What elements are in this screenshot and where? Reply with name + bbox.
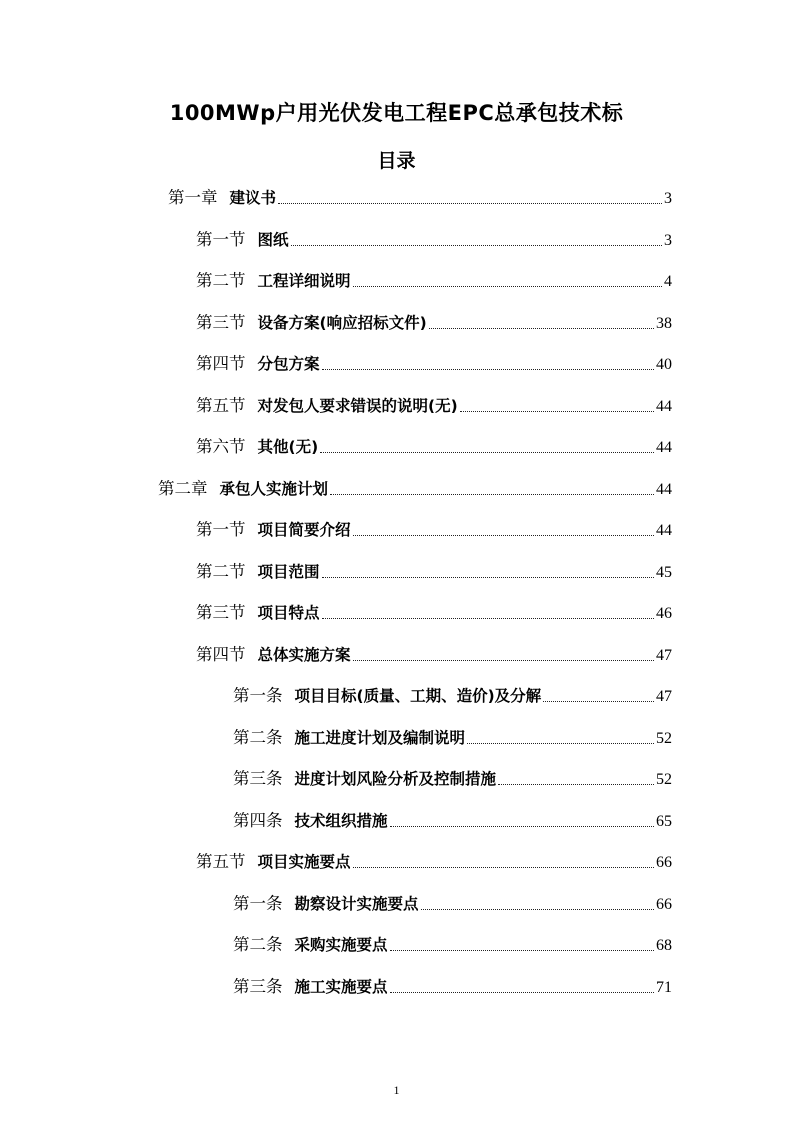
toc-entry[interactable] [196,352,672,376]
toc-entry-page: 40 [656,356,672,373]
toc-heading: 目录 [377,150,416,172]
toc-entry[interactable] [196,850,672,874]
leader-dots [322,576,654,578]
leader-dots [421,908,654,910]
leader-dots [353,534,654,536]
toc-entry-label: 第五节 [196,396,246,415]
toc-entry-title: 施工实施要点 [294,978,388,996]
toc-entry-title: 对发包人要求错误的说明(无) [257,397,458,415]
toc-entry-page: 47 [656,688,672,705]
toc-entry-page: 52 [656,730,672,747]
toc-entry-title: 总体实施方案 [257,646,351,664]
toc-entry-label: 第三节 [196,603,246,622]
toc-entry-label: 第二节 [196,271,246,290]
toc-entry[interactable] [196,643,672,667]
toc-entry-label: 第四节 [196,354,246,373]
toc-entry-title: 技术组织措施 [294,812,388,830]
toc-entry-page: 66 [656,896,672,913]
toc-entry-label: 第二章 [158,479,208,498]
toc-entry-label: 第二条 [233,728,283,747]
toc-entry-title: 项目特点 [257,604,320,622]
toc-entry[interactable] [233,809,672,833]
leader-dots [460,410,654,412]
toc-entry-title: 进度计划风险分析及控制措施 [294,770,497,788]
toc-entry-label: 第三条 [233,769,283,788]
leader-dots [353,659,654,661]
toc-entry-page: 44 [656,398,672,415]
toc-entry[interactable] [196,269,672,293]
toc-entry-title: 其他(无) [257,438,319,456]
toc-entry-page: 65 [656,813,672,830]
toc-entry[interactable] [196,228,672,252]
leader-dots [429,327,654,329]
toc-entry-title: 工程详细说明 [257,272,351,290]
leader-dots [498,783,654,785]
toc-entry-title: 项目范围 [257,563,320,581]
toc-entry-page: 44 [656,522,672,539]
toc-entry[interactable] [233,684,672,708]
leader-dots [291,244,662,246]
toc-entry-label: 第三条 [233,977,283,996]
toc-entry-title: 项目目标(质量、工期、造价)及分解 [294,687,542,705]
toc-entry[interactable] [168,186,672,210]
toc-entry-page: 44 [656,481,672,498]
leader-dots [543,700,654,702]
leader-dots [390,949,654,951]
toc-entry-title: 项目实施要点 [257,853,351,871]
toc-entry-page: 71 [656,979,672,996]
toc-entry[interactable] [196,560,672,584]
toc-entry-title: 采购实施要点 [294,936,388,954]
toc-entry-page: 44 [656,439,672,456]
leader-dots [322,617,654,619]
toc-entry[interactable] [158,477,672,501]
toc-entry-title: 承包人实施计划 [219,480,329,498]
leader-dots [390,991,654,993]
leader-dots [330,493,654,495]
toc-entry-page: 38 [656,315,672,332]
toc-entry-label: 第二条 [233,935,283,954]
toc-entry-page: 4 [664,273,672,290]
toc-entry[interactable] [233,726,672,750]
leader-dots [320,451,654,453]
toc-entry-page: 3 [664,190,672,207]
toc-entry-page: 47 [656,647,672,664]
toc-entry[interactable] [196,601,672,625]
leader-dots [353,285,662,287]
toc-entry-page: 66 [656,854,672,871]
toc-entry-page: 68 [656,937,672,954]
toc-entry-label: 第六节 [196,437,246,456]
toc-entry-title: 勘察设计实施要点 [294,895,419,913]
toc-entry[interactable] [196,311,672,335]
toc-entry-label: 第一节 [196,230,246,249]
toc-entry[interactable] [196,435,672,459]
leader-dots [278,202,662,204]
toc-entry-title: 施工进度计划及编制说明 [294,729,466,747]
toc-entry[interactable] [233,892,672,916]
toc-entry-label: 第五节 [196,852,246,871]
toc-entry[interactable] [233,767,672,791]
toc-entry-page: 52 [656,771,672,788]
document-title: 100MWp户用光伏发电工程EPC总承包技术标 [169,101,624,125]
toc-entry-label: 第四条 [233,811,283,830]
leader-dots [322,368,654,370]
toc-entry-label: 第一条 [233,894,283,913]
toc-entry-label: 第一条 [233,686,283,705]
toc-entry-title: 建议书 [229,189,277,207]
toc-entry[interactable] [233,933,672,957]
toc-entry-title: 设备方案(响应招标文件) [257,314,427,332]
leader-dots [353,866,654,868]
leader-dots [390,825,654,827]
toc-entry-label: 第一节 [196,520,246,539]
toc-entry-label: 第二节 [196,562,246,581]
toc-entry-title: 分包方案 [257,355,320,373]
toc-entry-title: 图纸 [257,231,289,249]
toc-entry-title: 项目简要介绍 [257,521,351,539]
toc-entry-page: 46 [656,605,672,622]
page-number: 1 [393,1083,400,1097]
toc-entry-page: 45 [656,564,672,581]
toc-entry[interactable] [196,394,672,418]
leader-dots [467,742,654,744]
toc-entry-page: 3 [664,232,672,249]
toc-entry-label: 第一章 [168,188,218,207]
toc-entry-label: 第三节 [196,313,246,332]
toc-entry[interactable] [233,975,672,999]
toc-entry-label: 第四节 [196,645,246,664]
toc-entry[interactable] [196,518,672,542]
